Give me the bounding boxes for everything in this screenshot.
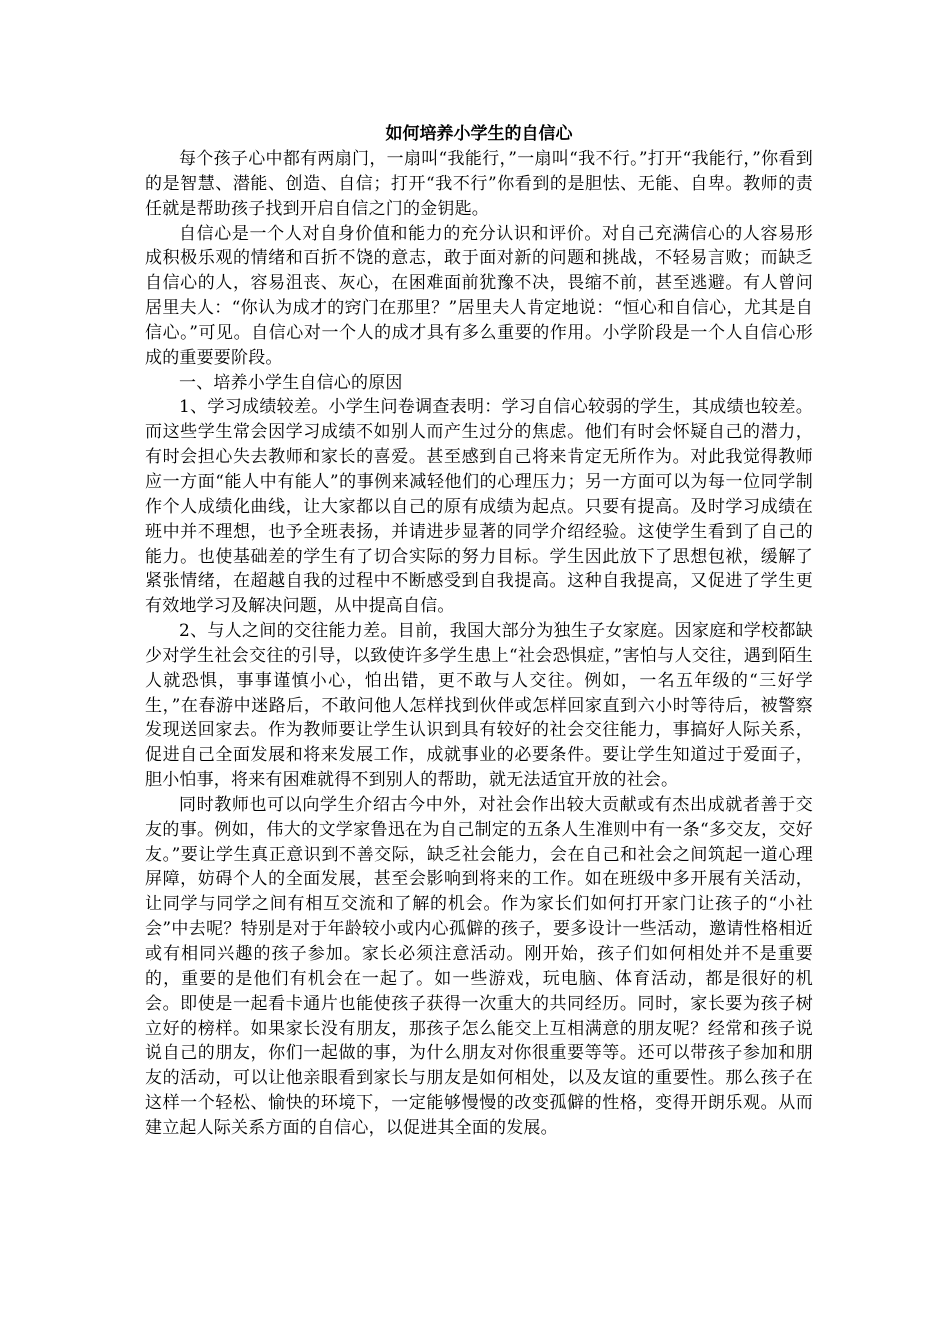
paragraph-point-1: 1、学习成绩较差。小学生问卷调查表明：学习自信心较弱的学生，其成绩也较差。而这些学生常会因学习成绩不如别人而产生过分的焦虑。他们有时会怀疑自己的潜力，有时会担心失去教师和家长的喜爱。甚至感到自己将来肯定无所作为。对此我觉得教师应一方面“能人中有能人”的事例来减轻他们的心理压力；另一方面可以为每一位同学制作个人成绩化曲线，让大家都以自己的原有成绩为起点。只要有提高。及时学习成绩在班中并不理想，也予全班表扬，并请进步显著的同学介绍经验。这使学生看到了自己的能力。也使基础差的学生有了切合实际的努力目标。学生因此放下了思想包袱，缓解了紧张情绪，在超越自我的过程中不断感受到自我提高。这种自我提高，又促进了学生更有效地学习及解决问题，从中提高自信。	[145, 397, 813, 617]
paragraph-social: 同时教师也可以向学生介绍古今中外，对社会作出较大贡献或有杰出成就者善于交友的事。例如，伟大的文学家鲁迅在为自己制定的五条人生准则中有一条“多交友，交好友。”要让学生真正意识到不善交际，缺乏社会能力，会在自己和社会之间筑起一道心理屏障，妨碍个人的全面发展，甚至会影响到将来的工作。如在班级中多开展有关活动，让同学与同学之间有相互交流和了解的机会。作为家长们如何打开家门让孩子的“小社会”中去呢？特别是对于年龄较小或内心孤僻的孩子，要多设计一些活动，邀请性格相近或有相同兴趣的孩子参加。家长必须注意活动。刚开始，孩子们如何相处并不是重要的，重要的是他们有机会在一起了。如一些游戏，玩电脑、体育活动，都是很好的机会。即使是一起看卡通片也能使孩子获得一次重大的共同经历。同时，家长要为孩子树立好的榜样。如果家长没有朋友，那孩子怎么能交上互相满意的朋友呢？经常和孩子说说自己的朋友，你们一起做的事，为什么朋友对你很重要等等。还可以带孩子参加和朋友的活动，可以让他亲眼看到家长与朋友是如何相处，以及友谊的重要性。那么孩子在这样一个轻松、愉快的环境下，一定能够慢慢的改变孤僻的性格，变得开朗乐观。从而建立起人际关系方面的自信心，以促进其全面的发展。	[145, 794, 813, 1138]
paragraph-intro: 每个孩子心中都有两扇门，一扇叫“我能行，”一扇叫“我不行。”打开“我能行，”你看到的是智慧、潜能、创造、自信；打开“我不行”你看到的是胆怯、无能、自卑。教师的责任就是帮助孩子找到开启自信之门的金钥匙。	[145, 149, 813, 219]
paragraph-point-2: 2、与人之间的交往能力差。目前，我国大部分为独生子女家庭。因家庭和学校都缺少对学生社会交往的引导，以致使许多学生患上“社会恐惧症，”害怕与人交往，遇到陌生人就恐惧，事事谨慎小心，怕出错，更不敢与人交往。例如，一名五年级的“三好学生，”在春游中迷路后，不敢问他人怎样找到伙伴或怎样回家直到六小时等待后，被警察发现送回家去。作为教师要让学生认识到具有较好的社会交往能力，事搞好人际关系，促进自己全面发展和将来发展工作，成就事业的必要条件。要让学生知道过于爱面子，胆小怕事，将来有困难就得不到别人的帮助，就无法适宜开放的社会。	[145, 621, 813, 791]
document-title: 如何培养小学生的自信心	[385, 124, 573, 144]
section-heading: 一、培养小学生自信心的原因	[179, 372, 403, 393]
paragraph-definition: 自信心是一个人对自身价值和能力的充分认识和评价。对自己充满信心的人容易形成积极乐观的情绪和百折不饶的意志，敢于面对新的问题和挑战，不轻易言败；而缺乏自信心的人，容易沮丧、灰心，在困难面前犹豫不决，畏缩不前，甚至逃避。有人曾问居里夫人：“你认为成才的窍门在那里？”居里夫人肯定地说：“恒心和自信心，尤其是自信心。”可见。自信心对一个人的成才具有多么重要的作用。小学阶段是一个人自信心形成的重要要阶段。	[145, 223, 813, 368]
document-page	[145, 121, 813, 1141]
